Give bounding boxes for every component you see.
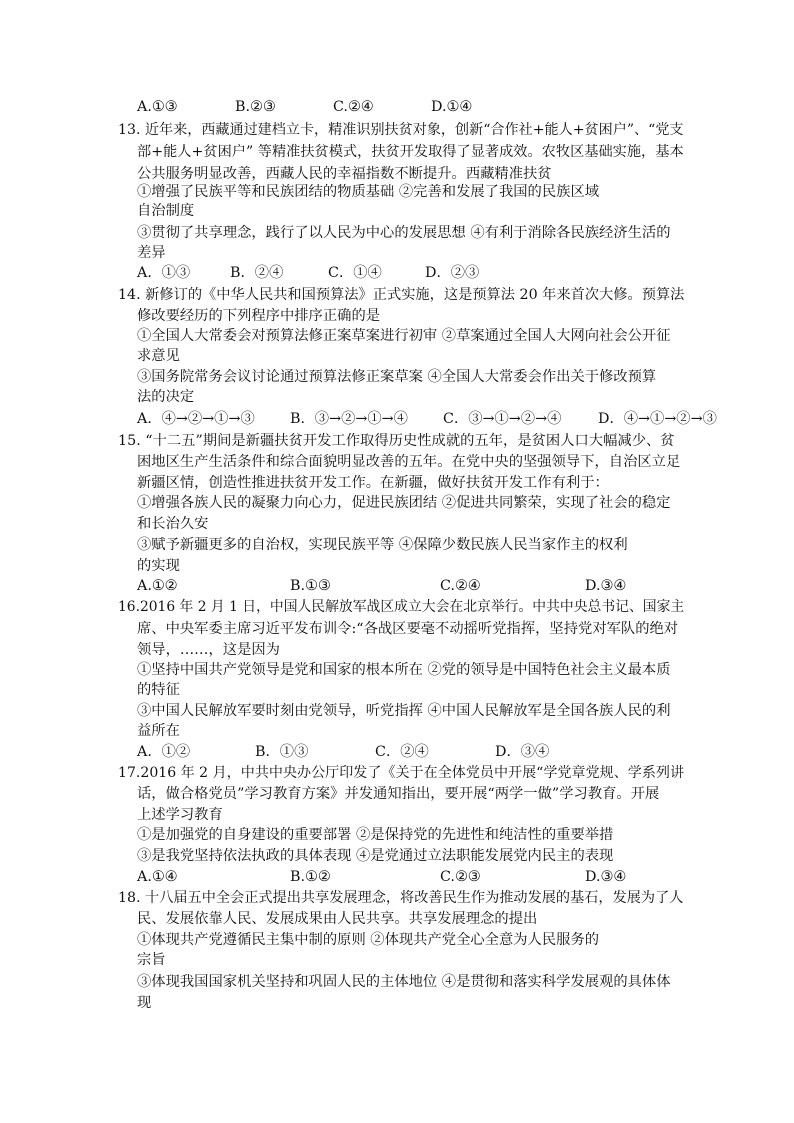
q13-item-line: 差异: [137, 245, 166, 261]
q18-item-line: 现: [137, 995, 152, 1011]
q18-item-line: ③体现我国国家机关坚持和巩固人民的主体地位 ④是贯彻和落实科学发展观的具体体: [137, 974, 671, 990]
q16-item-line: ①坚持中国共产党领导是党和国家的根本所在 ②党的领导是中国特色社会主义最本质: [137, 662, 671, 678]
q15-option-c[interactable]: C.②④: [440, 578, 481, 594]
q13-option-b[interactable]: B．②④: [230, 265, 284, 281]
q14-option-b[interactable]: B．③→②→①→④: [290, 411, 408, 427]
q15-stem-line: 困地区生产生活条件和综合面貌明显改善的五年。在党中央的坚强领导下，自治区立足: [137, 454, 681, 470]
q15-item-line: 和长治久安: [137, 516, 209, 532]
q14-option-a[interactable]: A．④→②→①→③: [137, 411, 255, 427]
q17-stem-line: 上述学习教育: [137, 807, 223, 823]
q16-option-c[interactable]: C．②④: [375, 744, 429, 760]
q17-stem-line: 17.2016 年 2 月，中共中央办公厅印发了《关于在全体党员中开展“学党章党规、学系列讲: [118, 765, 685, 781]
q17-option-a[interactable]: A.①④: [137, 869, 178, 885]
q13-item-line: ①增强了民族平等和民族团结的物质基础 ②完善和发展了我国的民族区域: [137, 184, 600, 200]
q13-stem-line: 部+能人+贫困户” 等精准扶贫模式，扶贫开发取得了显著成效。农牧区基础实施，基本: [137, 144, 684, 160]
q13-item-line: 自治制度: [137, 203, 195, 219]
q15-stem-line: 15. “十二五”期间是新疆扶贫开发工作取得历史性成就的五年，是贫困人口大幅减少、贫: [118, 433, 675, 449]
q16-stem-line: 领导，……，这是因为: [137, 642, 280, 658]
q16-option-a[interactable]: A．①②: [137, 744, 191, 760]
q13-option-d[interactable]: D．②③: [425, 265, 480, 281]
q17-item-line: ③是我党坚持依法执政的具体表现 ④是党通过立法职能发展党内民主的表现: [137, 848, 614, 864]
q14-item-line: 法的决定: [137, 389, 195, 405]
q14-option-d[interactable]: D．④→①→②→③: [598, 411, 717, 427]
q17-option-d[interactable]: D.③④: [585, 869, 627, 885]
q13-option-c[interactable]: C．①④: [328, 265, 382, 281]
q15-stem-line: 新疆区情，创造性推进扶贫开发工作。在新疆，做好扶贫开发工作有利于：: [137, 475, 609, 491]
q12-option-c[interactable]: C.②④: [333, 99, 374, 115]
q15-item-line: ③赋予新疆更多的自治权，实现民族平等 ④保障少数民族人民当家作主的权利: [137, 537, 628, 553]
q16-item-line: 的特征: [137, 682, 180, 698]
q14-item-line: 求意见: [137, 348, 180, 364]
q13-item-line: ③贯彻了共享理念，践行了以人民为中心的发展思想 ④有利于消除各民族经济生活的: [137, 225, 671, 241]
q18-item-line: ①体现共产党遵循民主集中制的原则 ②体现共产党全心全意为人民服务的: [137, 932, 600, 948]
q15-item-line: 的实现: [137, 558, 180, 574]
q12-option-a[interactable]: A.①③: [137, 99, 178, 115]
q15-option-b[interactable]: B.①③: [290, 578, 331, 594]
q17-stem-line: 话，做合格党员”学习教育方案》并发通知指出，要开展“两学一做”学习教育。开展: [137, 786, 660, 802]
q16-option-d[interactable]: D．③④: [495, 744, 550, 760]
q14-stem-line: 14. 新修订的《中华人民共和国预算法》正式实施，这是预算法 20 年来首次大修。预算法: [118, 287, 685, 303]
q16-item-line: ③中国人民解放军要时刻由党领导，听党指挥 ④中国人民解放军是全国各族人民的利: [137, 703, 671, 719]
q14-item-line: ①全国人大常委会对预算法修正案草案进行初审 ②草案通过全国人大网向社会公开征: [137, 328, 671, 344]
q17-item-line: ①是加强党的自身建设的重要部署 ②是保持党的先进性和纯洁性的重要举措: [137, 827, 614, 843]
q17-option-c[interactable]: C.②③: [440, 869, 481, 885]
q18-stem-line: 民、发展依靠人民、发展成果由人民共享。共享发展理念的提出: [137, 911, 538, 927]
q18-item-line: 宗旨: [137, 952, 166, 968]
q13-option-a[interactable]: A．①③: [137, 265, 191, 281]
q16-option-b[interactable]: B．①③: [255, 744, 309, 760]
q13-stem-line: 13. 近年来，西藏通过建档立卡，精准识别扶贫对象，创新“合作社+能人+贫困户”、“党支: [118, 122, 684, 138]
q14-stem-line: 修改要经历的下列程序中排序正确的是: [137, 308, 381, 324]
q15-option-a[interactable]: A.①②: [137, 578, 178, 594]
q15-option-d[interactable]: D.③④: [585, 578, 627, 594]
q15-item-line: ①增强各族人民的凝聚力向心力，促进民族团结 ②促进共同繁荣，实现了社会的稳定: [137, 495, 671, 511]
q16-stem-line: 16.2016 年 2 月 1 日，中国人民解放军战区成立大会在北京举行。中共中央总书记、国家主: [118, 599, 685, 615]
q18-stem-line: 18. 十八届五中全会正式提出共享发展理念，将改善民生作为推动发展的基石，发展为了人: [118, 890, 684, 906]
q17-option-b[interactable]: B.①②: [290, 869, 331, 885]
q14-option-c[interactable]: C．③→①→②→④: [443, 411, 562, 427]
q12-option-b[interactable]: B.②③: [235, 99, 276, 115]
q16-stem-line: 席、中央军委主席习近平发布训令:“各战区要毫不动摇听党指挥，坚持党对军队的绝对: [137, 621, 679, 637]
q16-item-line: 益所在: [137, 723, 180, 739]
q14-item-line: ③国务院常务会议讨论通过预算法修正案草案 ④全国人大常委会作出关于修改预算: [137, 369, 657, 385]
q12-option-d[interactable]: D.①④: [431, 99, 473, 115]
q13-stem-line: 公共服务明显改善，西藏人民的幸福指数不断提升。西藏精准扶贫: [137, 166, 552, 182]
